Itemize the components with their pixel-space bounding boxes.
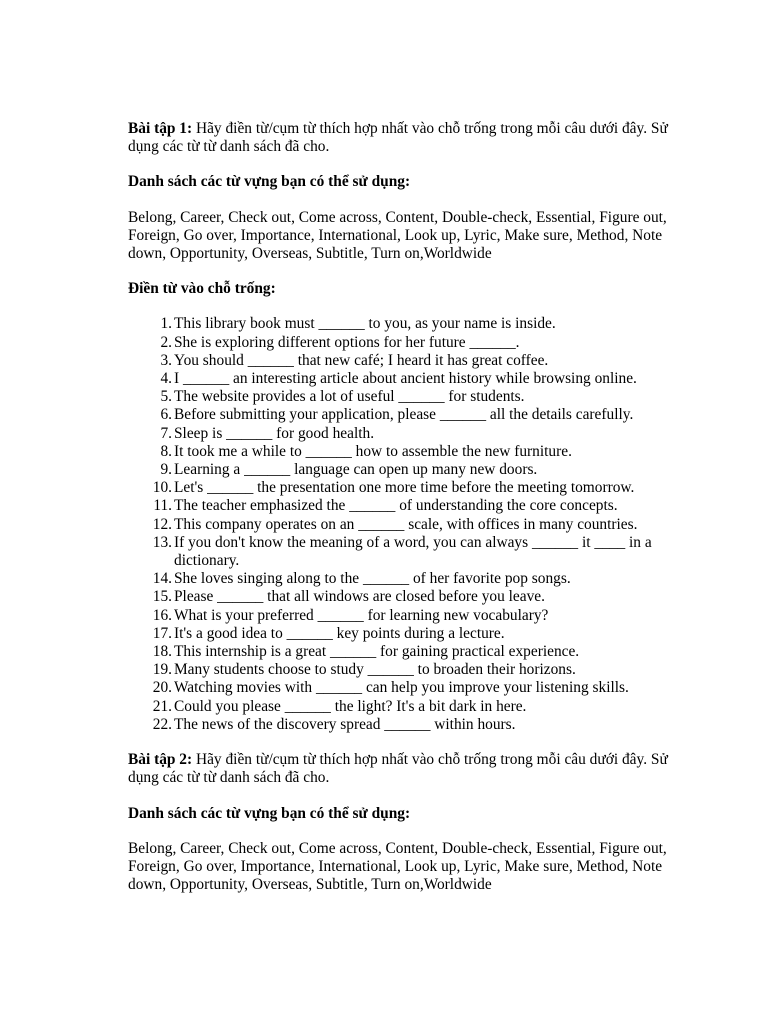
question-item — [160, 315, 700, 333]
question-item — [152, 533, 700, 570]
question-item — [160, 461, 700, 479]
question-text: Let's ______ the presentation one more time before the meeting tomorrow. — [174, 479, 635, 497]
exercise-1-instructions — [128, 120, 700, 156]
question-item — [152, 588, 700, 606]
question-item — [152, 515, 700, 534]
question-number: 20. — [152, 679, 172, 697]
question-number: 4. — [160, 370, 172, 388]
question-number: 13. — [152, 533, 172, 551]
question-number: 9. — [160, 461, 172, 479]
question-number: 18. — [152, 643, 172, 661]
question-number: 19. — [152, 661, 172, 679]
question-item — [152, 697, 700, 716]
question-text: Learning a ______ language can open up many new doors. — [174, 461, 538, 479]
question-item — [152, 715, 700, 734]
exercise-1-fill-heading: Điền từ vào chỗ trống: — [128, 280, 276, 298]
question-text: Please ______ that all windows are closed before you leave. — [174, 588, 545, 606]
question-text: The website provides a lot of useful ______ for students. — [174, 388, 525, 406]
question-text: This library book must ______ to you, as your name is inside. — [174, 315, 556, 333]
exercise-1-vocab-list: Belong, Career, Check out, Come across, Content, Double-check, Essential, Figure out, Foreign, Go over, Importance, International, Look up, Lyric, Make sure, Method, Note down, Opportunity, Overseas, Subtitle, Turn on,Worldwide — [128, 208, 667, 263]
question-text: She is exploring different options for her future ______. — [174, 333, 520, 351]
exercise-2-label: Bài tập 2: — [128, 751, 193, 769]
question-number: 5. — [160, 388, 172, 406]
question-text: Could you please ______ the light? It's a bit dark in here. — [174, 697, 527, 715]
question-number: 11. — [153, 497, 172, 515]
question-item — [152, 606, 700, 625]
question-item — [160, 388, 700, 406]
exercise-2-instructions — [128, 751, 700, 787]
exercise-2-instruction-text: Hãy điền từ/cụm từ thích hợp nhất vào chỗ trống trong mỗi câu dưới đây. Sử dụng các từ từ danh sách đã cho. — [128, 751, 668, 787]
question-number: 3. — [160, 351, 172, 369]
question-item — [152, 479, 700, 497]
question-item — [153, 497, 700, 515]
question-number: 6. — [160, 406, 172, 424]
question-item — [152, 679, 700, 697]
question-text: Before submitting your application, please ______ all the details carefully. — [174, 406, 634, 424]
question-item — [160, 351, 700, 370]
question-item — [160, 406, 700, 424]
question-item — [152, 570, 700, 588]
exercise-1-label: Bài tập 1: — [128, 120, 193, 137]
question-text: She loves singing along to the ______ of her favorite pop songs. — [174, 570, 571, 588]
question-text: Sleep is ______ for good health. — [174, 424, 375, 442]
question-number: 14. — [152, 570, 172, 588]
question-item — [152, 643, 700, 661]
question-number: 10. — [152, 479, 172, 497]
question-number: 7. — [160, 424, 172, 442]
question-number: 16. — [152, 606, 172, 624]
exercise-1-instruction-text: Hãy điền từ/cụm từ thích hợp nhất vào chỗ trống trong mỗi câu dưới đây. Sử dụng các từ từ danh sách đã cho. — [128, 120, 668, 156]
question-number: 12. — [152, 515, 172, 533]
question-number: 17. — [152, 624, 172, 642]
exercise-1-vocab-heading: Danh sách các từ vựng bạn có thể sử dụng: — [128, 173, 411, 191]
question-item — [152, 661, 700, 679]
question-text: I ______ an interesting article about ancient history while browsing online. — [174, 370, 637, 388]
question-item — [160, 442, 700, 461]
question-number: 21. — [152, 697, 172, 715]
question-item — [152, 624, 700, 643]
question-text: It took me a while to ______ how to assemble the new furniture. — [174, 442, 572, 460]
question-item — [160, 370, 700, 388]
question-text: It's a good idea to ______ key points during a lecture. — [174, 624, 505, 642]
question-text: This company operates on an ______ scale, with offices in many countries. — [174, 515, 638, 533]
question-text: Many students choose to study ______ to broaden their horizons. — [174, 661, 576, 679]
question-number: 2. — [160, 333, 172, 351]
exercise-2-vocab-list: Belong, Career, Check out, Come across, Content, Double-check, Essential, Figure out, Foreign, Go over, Importance, International, Look up, Lyric, Make sure, Method, Note down, Opportunity, Overseas, Subtitle, Turn on,Worldwide — [128, 839, 667, 894]
question-item — [160, 424, 700, 443]
question-number: 22. — [152, 715, 172, 733]
question-item — [160, 333, 700, 352]
exercise-1-question-list — [128, 315, 700, 734]
question-number: 8. — [160, 442, 172, 460]
question-number: 1. — [160, 315, 172, 333]
question-text: Watching movies with ______ can help you improve your listening skills. — [174, 679, 629, 697]
document-page — [128, 120, 700, 894]
question-text: What is your preferred ______ for learning new vocabulary? — [174, 606, 549, 624]
question-number: 15. — [152, 588, 172, 606]
question-text: You should ______ that new café; I heard it has great coffee. — [174, 351, 549, 369]
question-text: The news of the discovery spread ______ within hours. — [174, 715, 516, 733]
question-text: This internship is a great ______ for gaining practical experience. — [174, 643, 580, 661]
exercise-2-vocab-heading: Danh sách các từ vựng bạn có thể sử dụng: — [128, 804, 411, 822]
question-text: If you don't know the meaning of a word, you can always ______ it ____ in a dictionary. — [174, 533, 652, 570]
question-text: The teacher emphasized the ______ of understanding the core concepts. — [174, 497, 618, 515]
